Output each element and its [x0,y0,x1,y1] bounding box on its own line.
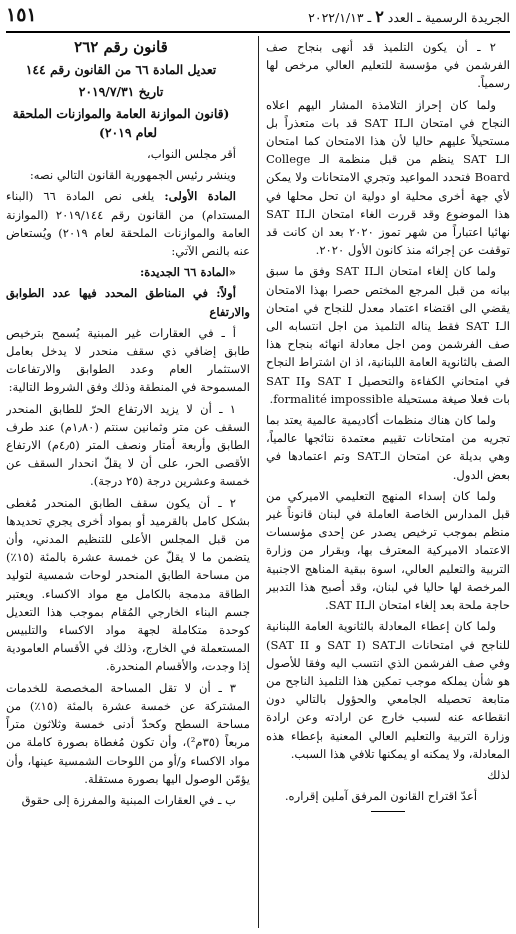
right-column [266,38,510,876]
paragraph: أ ـ في العقارات غير المبنية يُسمح بترخيص طابق إضافي ذي سقف منحدر لا يدخل بعامل الاستثمار العام وعدد الطوابق والارتفاعات المسموحة في المنطقة وذلك وفق الشروط التالية: [6,325,250,395]
paragraph: ولما كان إلغاء امتحان الـSAT II وفق ما سبق بيانه من قبل المرجع المختص حصرا بهذا الامتحان يقضي الى اقتضاء اعتماد معدل للنجاح في امتحان الـSAT I فقط يناله التلميذ من اجل انتسابه الى صف الفرشمن ومن اجل معادلة انهائه بنجاح هذا الصف بالثانوية العامة اللبنانية، اذ ان اشتراط النجاح في امتحاني الكفاءة والتحصيل SAT I وSAT II بات فعلا صيغة مستحيلة formalité impossible. [266,264,510,406]
column-divider [258,36,259,928]
paragraph: ٣ ـ أن لا تقل المساحة المخصصة للخدمات المشتركة عن خمسة عشرة بالمئة (١٥٪) من مساحة السطح وكحدّ أدنى خمسة وثلاثون متراً مربعاً (٣٥م²)، وأن تكون مُغطاة بصورة كاملة من مواد الاكساء و/أو من اللوحات الشمسية عينها، وأن يؤمّن الوصول اليها بصورة مستقلة. [6,680,250,786]
law-title: تعديل المادة ٦٦ من القانون رقم ١٤٤ [25,62,217,77]
law-subtitle: (قانون الموازنة العامة والموازنات الملحقة لعام ٢٠١٩) [12,106,230,140]
paragraph: ولما كان إسداء المنهج التعليمي الاميركي من قبل المدارس الخاصة العاملة في لبنان قانوناً غير منظم بموجب ترخيص يصدر عن إحدى مؤسسات الاعتماد الاميركية المعترف بها، وبقرار من وزارة التربية والتعليم العالي، اسوة ببقية المناهج الاجنبية المرخصة لها حاليا في لبنان، وقد أصبح هذا التدبير حاجة ملحة بعد إلغاء امتحان الـSAT II. [266,488,510,613]
paragraph: ولما كان إعطاء المعادلة بالثانوية العامة اللبنانية للناجح في امتحانات الـSAT I) SAT و SAT II) وفي صف الفرشمن الذي انتسب اليه وفقا للأصول هو شأن يملكه موجب تمكين هذا التلميذ الناجح من متابعة تحصيله الجامعي والحؤول بالتالي دون انقطاعه عنه لسبب خارج عن ارادته وعن ارادة وزارة التربية والتعليم العالي المعنية بإعطاء هذه المعادلة، ولا يمكنه او يمكنها تلافي هذا السبب. [266,619,510,761]
article-1 [6,187,250,260]
paragraph: ولما كان إحراز التلامذة المشار اليهم اعلاه النجاح في امتحان الـSAT II قد بات متعذراً بل مستحيلاً عليهم حاليا لأن هذا الامتحان كما امتحان الـSAT I ينظم من قبل منظمة الـ College Board فتحدد المواعيد وتجري الامتحانات ولا يمكن لأي جهة أخرى محلية او دولية ان تحل محلها في هذا الموضوع وقد قررت الغاء امتحان الـSAT II نهائيا اعتباراً من شهر تموز ٢٠٢٠ بعد ان كانت قد توقفت عن إجرائه منذ كانون الأول ٢٠٢٠. [266,97,510,258]
paragraph: ١ ـ أن لا يزيد الارتفاع الحرّ للطابق المنحدر السقف عن متر وثمانين سنتم (١٫٨٠م) عند طرف الطابق وأربعة أمتار ونصف المتر (٤٫٥م) الارتفاع الأقصى الحر، على أن لا يقلّ انحدار السقف عن خمسة وعشرين درجة (٢٥ درجة). [6,401,250,489]
law-date: تاريخ ٢٠١٩/٧/٣١ [78,84,164,99]
header-rule [6,31,510,33]
article-66-label: «المادة ٦٦ الجديدة: [139,265,236,280]
article-text: يلغى نص المادة ٦٦ (البناء المستدام) من القانون رقم ٢٠١٩/١٤٤ (الموازنة العامة والموازنات الملحقة لعام ٢٠١٩) ويُستعاض عنه بالنص الآتي: [6,189,250,259]
law-number: قانون رقم ٢٦٢ [74,38,168,56]
paragraph: ٢ ـ أن يكون التلميذ قد أنهى بنجاح صف الفرشمن في مؤسسة للتعليم العالي مرخص لها رسمياً. [266,40,510,91]
closing-line: أعدّ اقتراح القانون المرفق آملين إقراره. [284,789,478,804]
paragraph: أقر مجلس النواب، [147,147,236,161]
left-column [6,38,250,928]
header-title: الجريدة الرسمية ـ العدد ٢ ـ ٢٠٢٢/١/١٣ [308,7,510,26]
paragraph: ٢ ـ أن يكون سقف الطابق المنحدر مُغطى بشكل كامل بالقرميد أو بمواد أخرى يجري تحديدها من قبل المجلس الأعلى للتنظيم المدني، وأن يتضمن ما لا يقلّ عن خمسة عشرة بالمئة (١٥٪) من مساحة الطابق المنحدر لوحات شمسية لتوليد الطاقة مدمجة بالكامل مع مواد الاكساء. ويعتبر جسم البناء الخارجي المُقام بموجب هذا التعديل كوحدة متكاملة لجهة مواد الاكساء والتلبيس المستعملة في الخارج، وذلك في الأقسام العامودية إذا وجدت، والأقسام المنحدرة. [6,495,250,674]
paragraph: ب ـ في العقارات المبنية والمفرزة إلى حقوق [21,792,236,807]
separator-rule [371,811,405,812]
page-header [6,4,510,30]
article-label: المادة الأولى: [164,189,237,204]
section-title: أولاً: في المناطق المحدد فيها عدد الطوابق والارتفاع [6,286,250,319]
paragraph: ولما كان هناك منظمات أكاديمية عالمية يعتد بما تجريه من امتحانات تقييم معتمدة نتائجها عالمياً، وهي بديلة عن امتحان الـSAT وتم اعتمادها في بعض الدول. [266,413,510,482]
paragraph: وينشر رئيس الجمهورية القانون التالي نصه: [29,168,236,183]
therefore-line: لذلك [487,767,510,782]
page-number: ١٥١ [6,4,37,26]
